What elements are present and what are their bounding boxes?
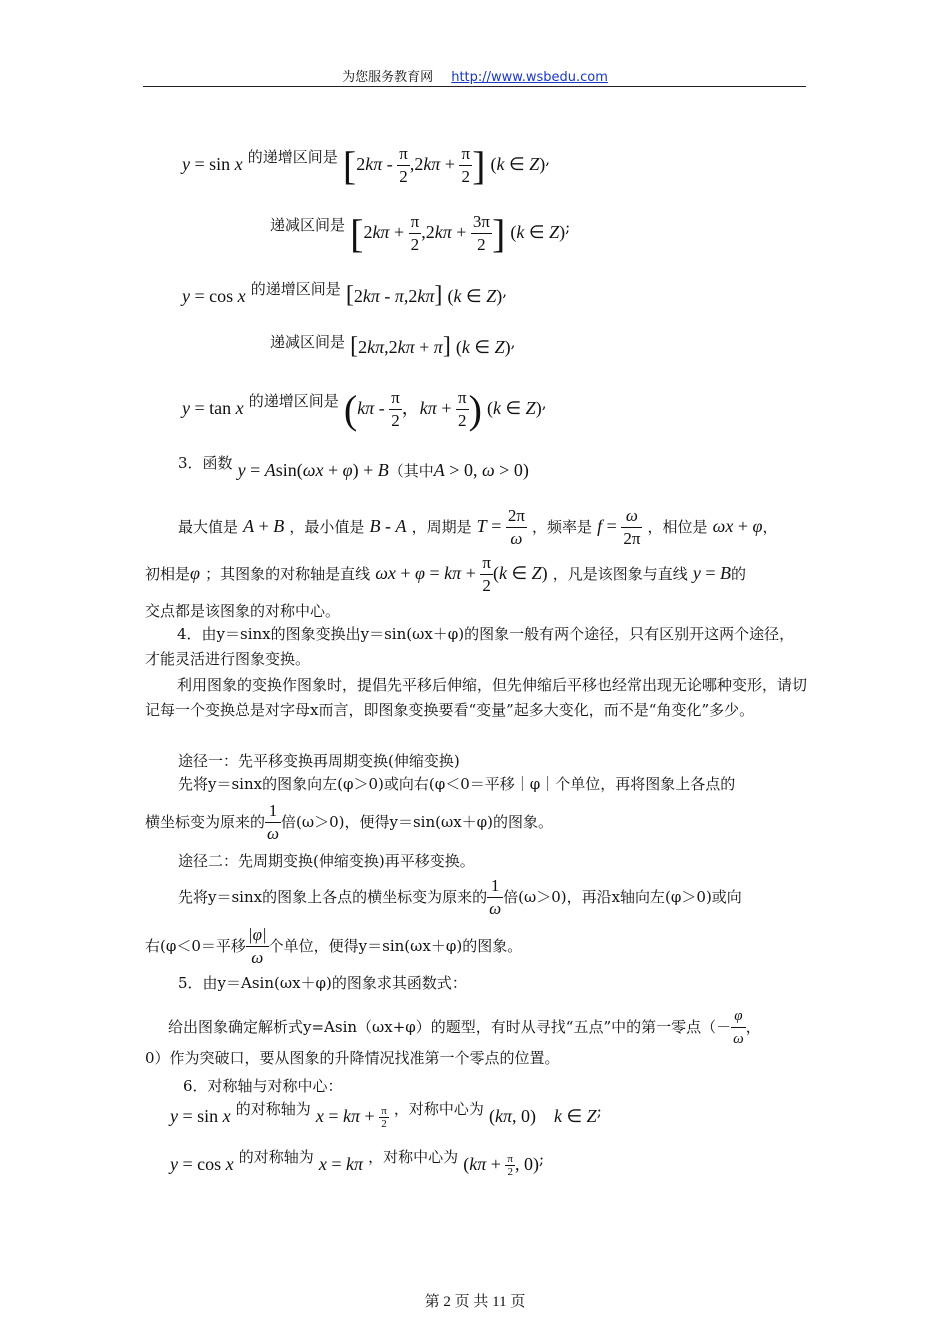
tan-increasing-line: y = tan x 的递增区间是 (kπ - $\frac{\pi}{2}$ ，kπ + $\frac{\pi}{2}$ ) (k ∈ Z), [182,387,547,432]
site-name: 为您服务教育网 [342,70,434,85]
page-header [0,66,950,85]
sin-inc-label: 的递增区间是 [247,148,338,166]
cos-increasing-line: y = cos x 的递增区间是 [2kπ - π,2kπ] (k ∈ Z), [182,280,507,308]
sec4-way2-a: 先将y＝sinx的图象上各点的横坐标变为原来的 $\frac{1}{\omega}$ 倍(ω＞0)，再沿x轴向左(φ＞0)或向 [178,876,742,918]
page-footer: 第 2 页 共 11 页 [424,1294,526,1310]
sec4-way2-title: 途径二：先周期变换(伸缩变换)再平移变换。 [178,852,475,870]
sec4-way2-b: 右(φ＜0＝平移 $\frac{|\varphi|}{\omega}$ 个单位，便得y＝sin(ωx＋φ)的图象。 [145,925,523,967]
sec4-way1-a: 先将y＝sinx的图象向左(φ＞0)或向右(φ＜0＝平移｜φ｜个单位，再将图象上各点的 [178,775,736,793]
sec4-para1: 4．由y＝sinx的图象变换出y＝sin(ωx＋φ)的图象一般有两个途径，只有区别开这两个途径，才能灵活进行图象变换。 [145,625,795,668]
sec3-heading: 3．函数 y = Asin(ωx + φ) + B（其中A > 0, ω > 0) [178,454,529,480]
sec3-line2: 初相是φ ；其图象的对称轴是直线 ωx + φ = kπ + $\frac{\pi}{2}$ (k ∈ Z) ，凡是该图象与直线 y = B的 [145,553,747,595]
tan-inc-label: 的递增区间是 [248,392,339,410]
sec6-cos-line: y = cos x 的对称轴为 x = kπ ，对称中心为 (kπ + $\frac{\pi}{2}$ , 0); [170,1148,545,1178]
sin-dec-label: 递减区间是 [270,216,346,234]
cos-decreasing-line: 递减区间是 [2kπ,2kπ + π] (k ∈ Z), [270,333,516,359]
sec4-para2: 利用图象的变换作图象时，提倡先平移后伸缩，但先伸缩后平移也经常出现无论哪种变形，请切记每一个变换总是对字母x而言，即图象变换要看“变量”起多大变化，而不是“角变化”多少。 [145,676,808,719]
header-rule [143,86,806,87]
sec4-way1-b: 横坐标变为原来的 $\frac{1}{\omega}$ 倍(ω＞0)，便得y＝sin(ωx＋φ)的图象。 [145,801,554,843]
sin-decreasing-line: 递减区间是 [2kπ + $\frac{\pi}{2}$ ,2kπ + $\frac{3\pi}{2}$ ] (k ∈ Z); [270,211,571,256]
sec5-para1: 给出图象确定解析式y=Asin（ωx+φ）的题型，有时从寻找“五点”中的第一零点（－ $\frac{\varphi}{\omega}$ ， [168,1005,761,1050]
sec6-title: 6．对称轴与对称中心： [183,1077,343,1095]
sec5-title: 5．由y＝Asin(ωx＋φ)的图象求其函数式： [178,974,467,992]
sin-func: y [182,154,190,174]
cos-dec-label: 递减区间是 [270,333,346,351]
sec5-para2: 0）作为突破口，要从图象的升降情况找准第一个零点的位置。 [145,1049,560,1067]
site-link[interactable]: http://www.wsbedu.com [451,70,608,85]
sin-increasing-line: y = sin x 的递增区间是 [2kπ - $\frac{\pi}{2}$ ,2kπ + $\frac{\pi}{2}$ ] (k ∈ Z), [182,143,550,188]
sec3-line3: 交点都是该图象的对称中心。 [145,602,341,620]
cos-inc-label: 的递增区间是 [250,280,341,298]
sec6-sin-line: y = sin x 的对称轴为 x = kπ + $\frac{\pi}{2}$ ，对称中心为 (kπ, 0) k ∈ Z; [170,1100,602,1130]
sec3-line1: 最大值是 A + B ，最小值是 B - A ，周期是 T = $\frac{2\pi}{\omega}$ ，频率是 f = $\frac{\omega}{2\pi}$ ，相位是 ωx + φ， [178,506,778,548]
sec4-way1-title: 途径一：先平移变换再周期变换(伸缩变换) [178,752,460,770]
